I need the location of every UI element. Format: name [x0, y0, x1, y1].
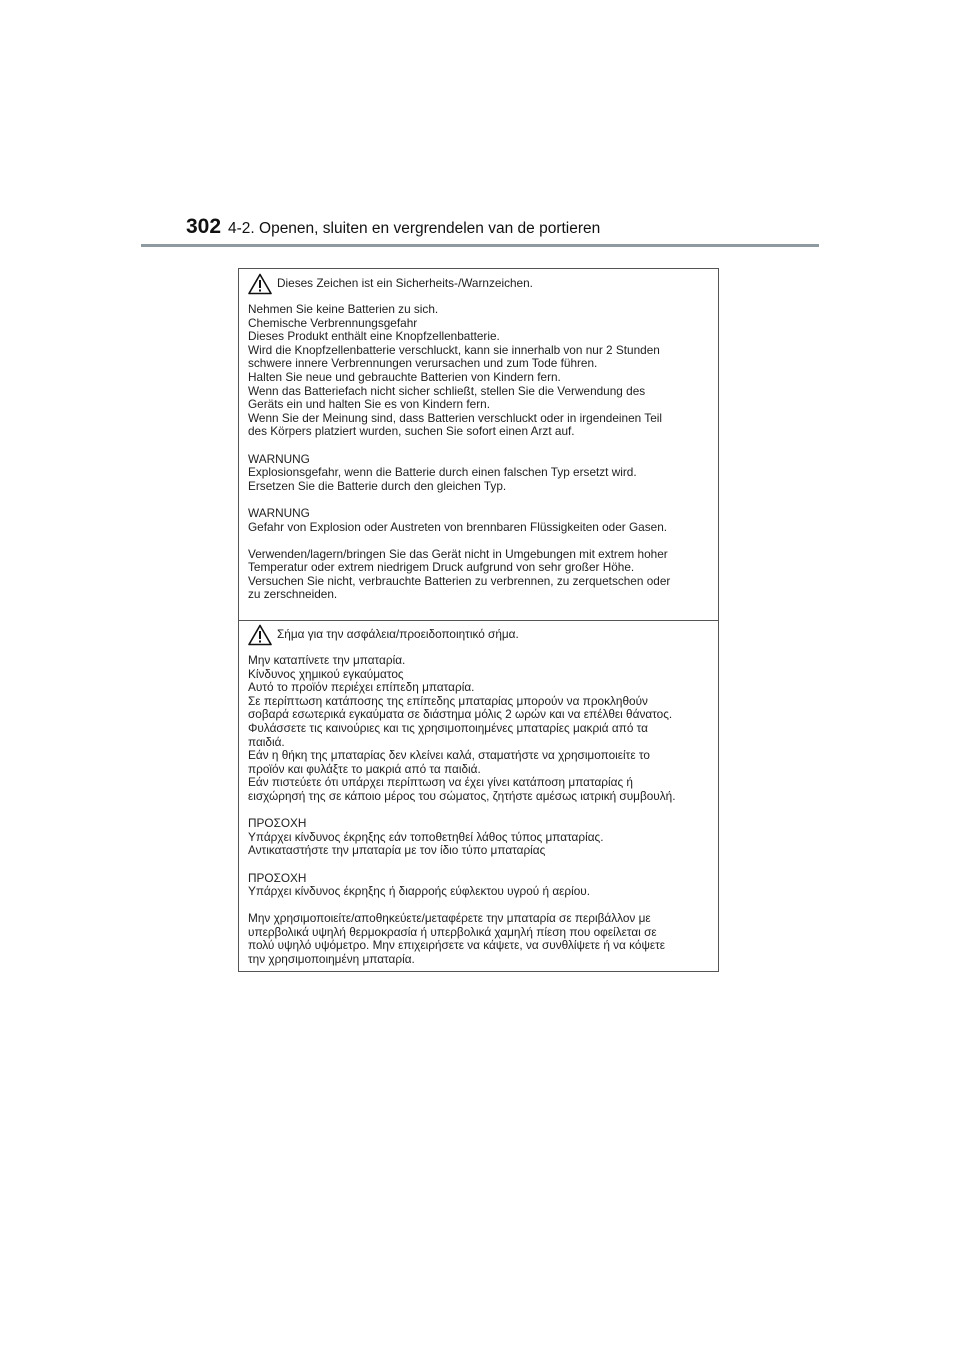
text-line: WARNUNG — [248, 451, 310, 466]
section-title: 4-2. Openen, sluiten en vergrendelen van de portieren — [228, 220, 601, 237]
text-line: Dieses Produkt enthält eine Knopfzellenbatterie. — [248, 329, 500, 344]
page-header — [186, 213, 826, 243]
text-line: Ersetzen Sie die Batterie durch den gleichen Typ. — [248, 478, 507, 493]
german-paragraph-3 — [248, 507, 710, 534]
greek-paragraph-1 — [248, 654, 710, 804]
text-line: schwere innere Verbrennungen verursachen und zum Tode führen. — [248, 356, 598, 371]
text-line: Υπάρχει κίνδυνος έκρηξης εάν τοποθετηθεί λάθος τύπος μπαταρίας. — [248, 829, 604, 844]
page-number: 302 — [186, 215, 222, 238]
warning-triangle-icon — [248, 624, 272, 646]
text-line: Κίνδυνος χημικού εγκαύματος — [248, 666, 404, 681]
text-line: προϊόν και φυλάξτε το μακριά από τα παιδιά. — [248, 761, 481, 776]
text-line: Versuchen Sie nicht, verbrauchte Batterien zu verbrennen, zu zerquetschen oder — [248, 573, 671, 588]
text-line: την χρησιμοποιημένη μπαταρία. — [248, 952, 415, 967]
text-line: Geräts ein und halten Sie es von Kindern fern. — [248, 397, 490, 412]
language-divider — [238, 620, 719, 621]
greek-paragraph-4 — [248, 912, 710, 966]
greek-symbol-line — [248, 624, 710, 646]
german-symbol-caption: Dieses Zeichen ist ein Sicherheits-/Warnzeichen. — [277, 276, 533, 291]
text-line: Φυλάσσετε τις καινούριες και τις χρησιμοποιημένες μπαταρίες μακριά από τα — [248, 720, 648, 735]
text-line: Halten Sie neue und gebrauchte Batterien von Kindern fern. — [248, 369, 561, 384]
text-line: Nehmen Sie keine Batterien zu sich. — [248, 302, 439, 316]
text-line: des Körpers platziert wurden, suchen Sie sofort einen Arzt auf. — [248, 424, 575, 439]
text-line: παιδιά. — [248, 734, 285, 749]
greek-paragraph-2 — [248, 817, 710, 858]
header-rule — [141, 244, 819, 247]
german-warning-section — [248, 273, 710, 616]
text-line: υπερβολικά υψηλή θερμοκρασία ή υπερβολικά χαμηλή πίεση που οφείλεται σε — [248, 924, 657, 939]
greek-paragraph-3 — [248, 872, 710, 899]
german-paragraph-4 — [248, 548, 710, 602]
text-line: WARNUNG — [248, 505, 310, 520]
german-symbol-line — [248, 273, 710, 295]
german-paragraph-2 — [248, 453, 710, 494]
text-line: Μην καταπίνετε την μπαταρία. — [248, 653, 406, 667]
text-line: εισχώρησή της σε κάποιο μέρος του σώματος, ζητήστε αμέσως ιατρική συμβουλή. — [248, 788, 676, 803]
text-line: Σε περίπτωση κατάποσης της επίπεδης μπαταρίας μπορούν να προκληθούν — [248, 693, 648, 708]
text-line: Εάν πιστεύετε ότι υπάρχει περίπτωση να έχει γίνει κατάποση μπαταρίας ή — [248, 775, 633, 790]
text-line: Wenn das Batteriefach nicht sicher schließt, stellen Sie die Verwendung des — [248, 383, 646, 398]
text-line: ΠΡΟΣΟΧΗ — [248, 870, 307, 885]
text-line: Αντικαταστήστε την μπαταρία με τον ίδιο τύπο μπαταρίας — [248, 843, 546, 858]
text-line: Chemische Verbrennungsgefahr — [248, 315, 418, 330]
text-line: ΠΡΟΣΟΧΗ — [248, 816, 307, 831]
text-line: Gefahr von Explosion oder Austreten von brennbaren Flüssigkeiten oder Gasen. — [248, 519, 668, 534]
text-line: Αυτό το προϊόν περιέχει επίπεδη μπαταρία. — [248, 680, 475, 695]
text-line: Υπάρχει κίνδυνος έκρηξης ή διαρροής εύφλεκτου υγρού ή αερίου. — [248, 884, 591, 899]
text-line: σοβαρά εσωτερικά εγκαύματα σε διάστημα μόλις 2 ωρών και να επέλθει θάνατος. — [248, 707, 673, 722]
text-line: Wird die Knopfzellenbatterie verschluckt, kann sie innerhalb von nur 2 Stunden — [248, 342, 660, 357]
greek-warning-section — [248, 624, 710, 980]
greek-symbol-caption: Σήμα για την ασφάλεια/προειδοποιητικό σήμα. — [277, 627, 519, 642]
text-line: zu zerschneiden. — [248, 587, 338, 602]
text-line: Wenn Sie der Meinung sind, dass Batterien verschluckt oder in irgendeinen Teil — [248, 410, 663, 425]
text-line: Εάν η θήκη της μπαταρίας δεν κλείνει καλά, σταματήστε να χρησιμοποιείτε το — [248, 748, 650, 763]
text-line: Verwenden/lagern/bringen Sie das Gerät nicht in Umgebungen mit extrem hoher — [248, 546, 668, 561]
text-line: Explosionsgefahr, wenn die Batterie durch einen falschen Typ ersetzt wird. — [248, 465, 637, 480]
warning-triangle-icon — [248, 273, 272, 295]
text-line: πολύ υψηλό υψόμετρο. Μην επιχειρήσετε να κάψετε, να συνθλίψετε ή να κόψετε — [248, 938, 666, 953]
text-line: Μην χρησιμοποιείτε/αποθηκεύετε/μεταφέρετε την μπαταρία σε περιβάλλον με — [248, 911, 651, 926]
german-paragraph-1 — [248, 303, 710, 439]
text-line: Temperatur oder extrem niedrigem Druck aufgrund von sehr großer Höhe. — [248, 560, 635, 575]
